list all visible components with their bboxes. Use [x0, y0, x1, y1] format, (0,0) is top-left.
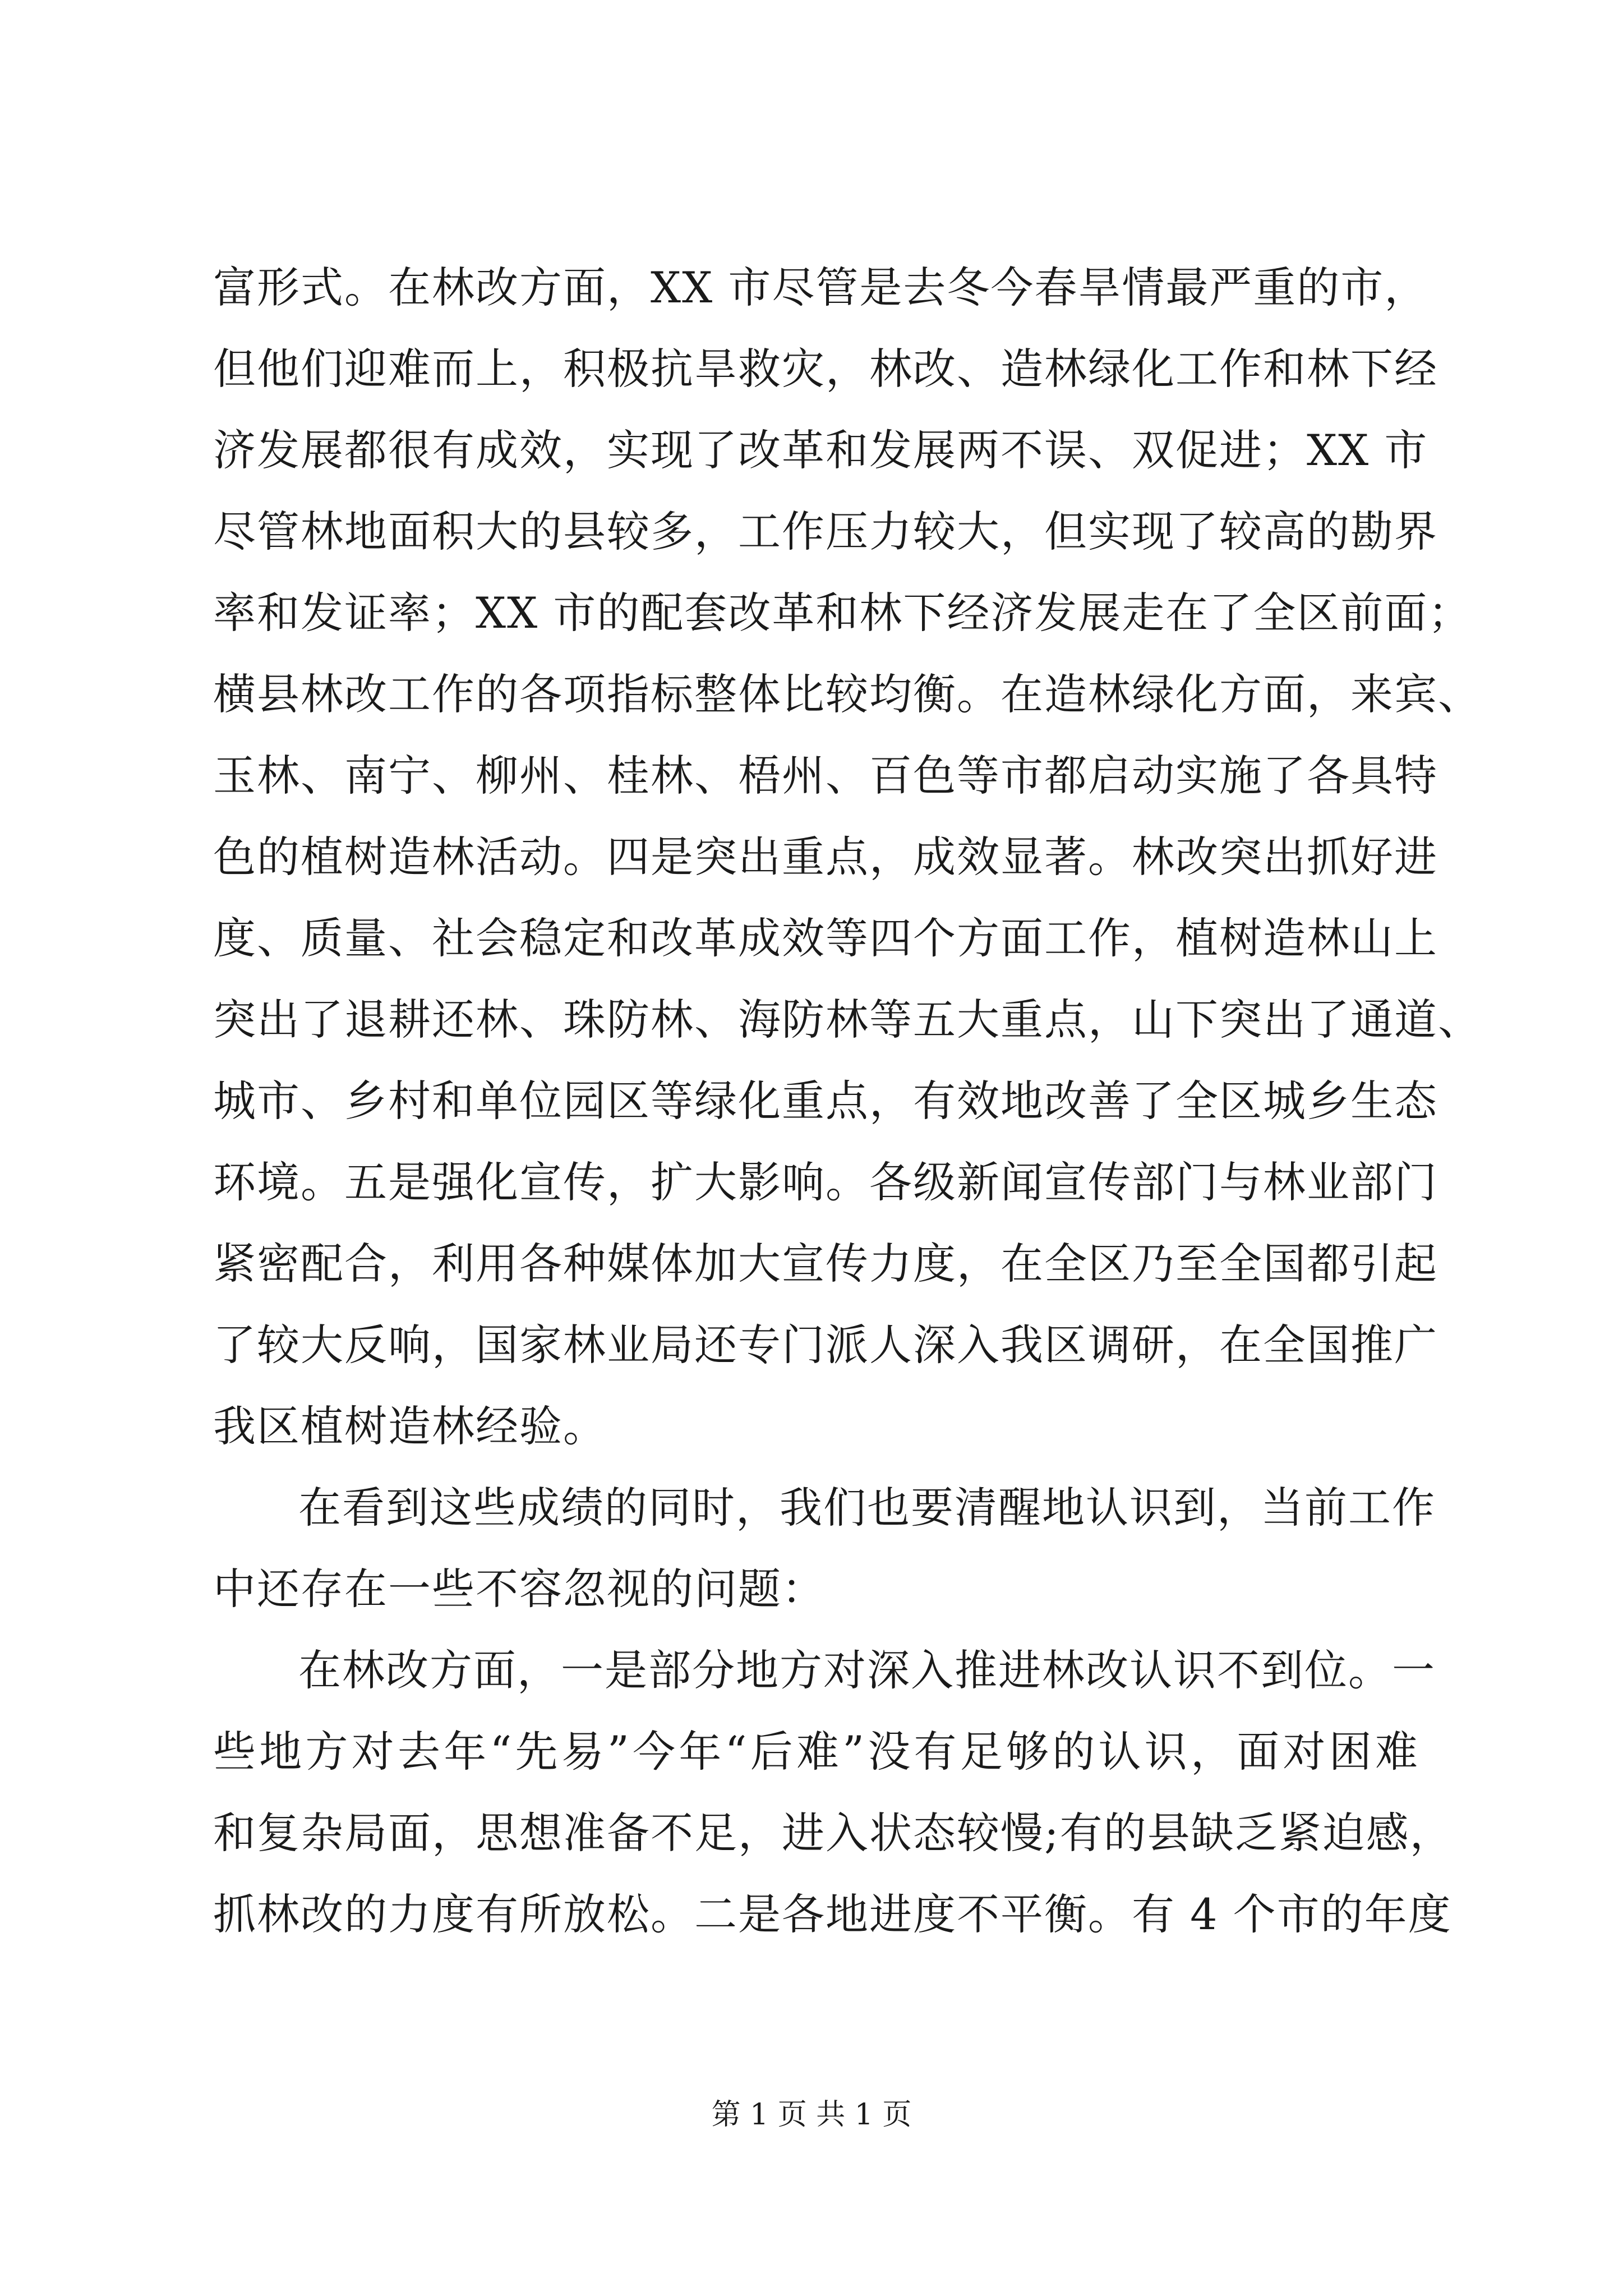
text-line: 率和发证率；XX 市的配套改革和林下经济发展走在了全区前面；	[213, 588, 1472, 638]
text-line: 环境。五是强化宣传，扩大影响。各级新闻宣传部门与林业部门	[213, 1157, 1438, 1207]
text-line: 突出了退耕还林、珠防林、海防林等五大重点，山下突出了通道、	[213, 995, 1482, 1045]
text-line: 抓林改的力度有所放松。二是各地进度不平衡。有 4 个市的年度	[213, 1889, 1452, 1939]
text-line: 城市、乡村和单位园区等绿化重点，有效地改善了全区城乡生态	[213, 1076, 1438, 1126]
text-line: 和复杂局面，思想准备不足，进入状态较慢;有的县缺乏紧迫感，	[213, 1808, 1454, 1858]
text-line: 些地方对去年“先易”今年“后难”没有足够的认识，面对困难	[213, 1727, 1419, 1777]
text-line: 济发展都很有成效，实现了改革和发展两不误、双促进；XX 市	[213, 425, 1428, 475]
text-line: 紧密配合，利用各种媒体加大宣传力度，在全区乃至全国都引起	[213, 1239, 1438, 1289]
text-line: 度、质量、社会稳定和改革成效等四个方面工作，植树造林山上	[213, 913, 1438, 963]
text-line: 色的植树造林活动。四是突出重点，成效显著。林改突出抓好进	[213, 832, 1438, 882]
paragraph-first-line: 在林改方面，一是部分地方对深入推进林改认识不到位。一	[298, 1645, 1436, 1695]
text-line: 尽管林地面积大的县较多，工作压力较大，但实现了较高的勘界	[213, 507, 1438, 556]
text-line: 了较大反响，国家林业局还专门派人深入我区调研，在全国推广	[213, 1320, 1438, 1370]
text-line: 玉林、南宁、柳州、桂林、梧州、百色等市都启动实施了各具特	[213, 751, 1438, 800]
text-line: 我区植树造林经验。	[213, 1401, 607, 1451]
body-text	[213, 247, 1482, 1955]
page-footer: 第 1 页 共 1 页	[711, 2098, 912, 2132]
text-line: 横县林改工作的各项指标整体比较均衡。在造林绿化方面，来宾、	[213, 669, 1482, 719]
text-line: 但他们迎难而上，积极抗旱救灾，林改、造林绿化工作和林下经	[213, 344, 1438, 394]
text-line: 中还存在一些不容忽视的问题：	[213, 1564, 826, 1614]
paragraph-first-line: 在看到这些成绩的同时，我们也要清醒地认识到，当前工作	[298, 1483, 1436, 1533]
text-line: 富形式。在林改方面，XX 市尽管是去冬今春旱情最严重的市，	[213, 263, 1428, 312]
